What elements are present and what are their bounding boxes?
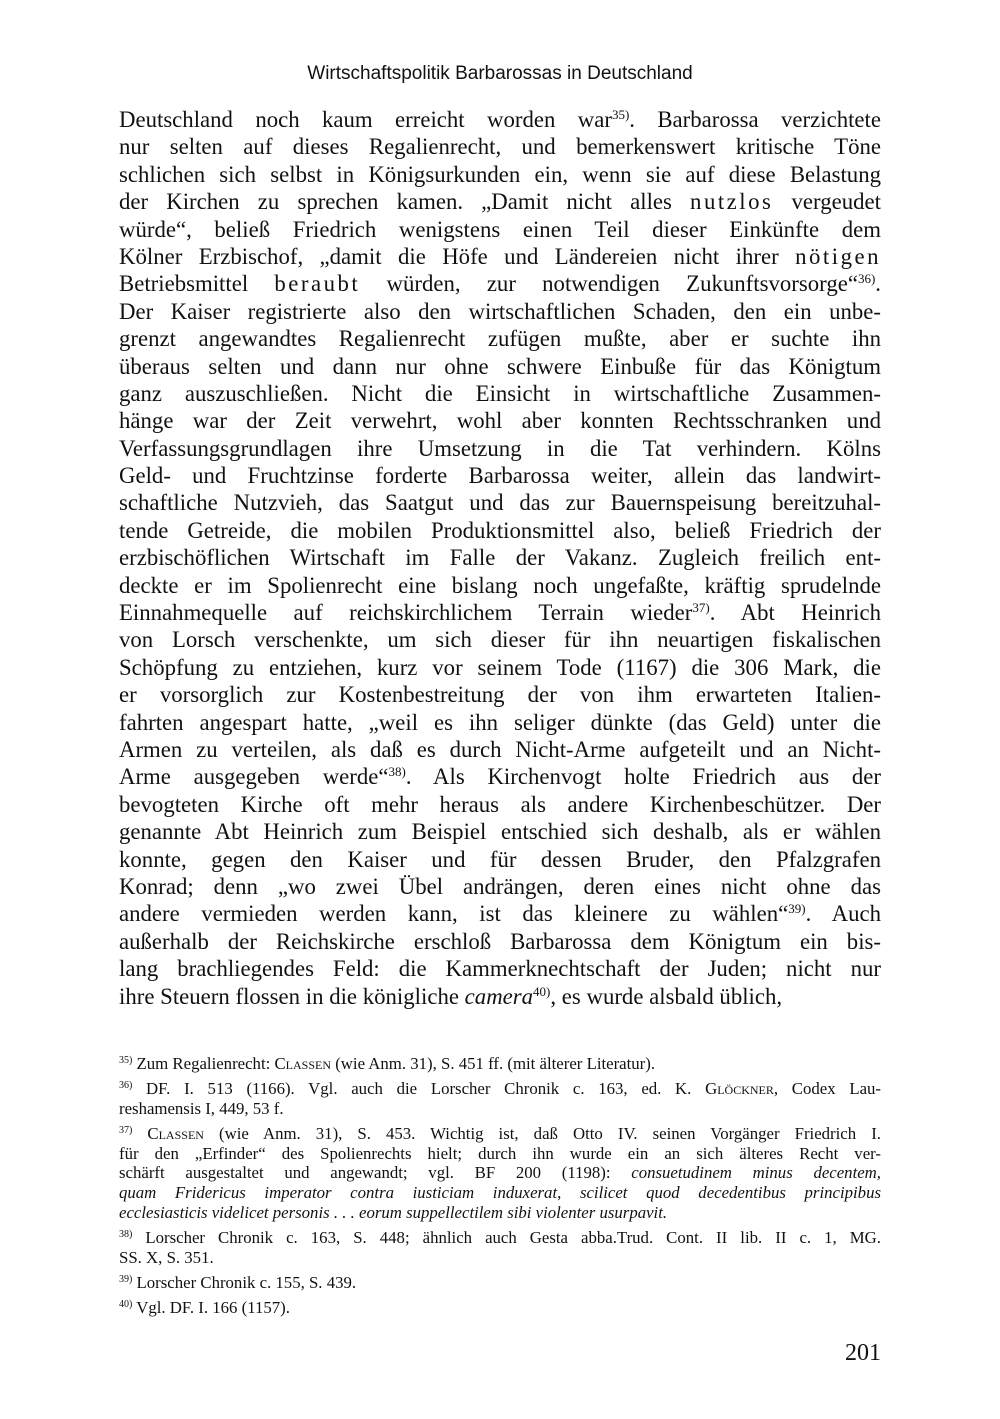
body-line: überaus selten und dann nur ohne schwere Einbuße für das Königtum [119, 353, 881, 379]
spaced-emphasis: nötigen [795, 243, 881, 269]
text-run: Deutschland noch kaum erreicht worden war [119, 107, 612, 132]
body-line: tende Getreide, die mobilen Produktionsmittel also, beließ Friedrich der [119, 517, 881, 543]
body-line [119, 270, 881, 297]
text-run: . [875, 271, 881, 297]
author-name: Classen [274, 1054, 332, 1073]
footnote-ref: 39) [788, 901, 806, 917]
text-run: (wie Anm. 31), S. 451 ff. (mit älterer Literatur). [331, 1054, 656, 1073]
text-run: . Als Kirchenvogt holte Friedrich aus der [405, 764, 881, 790]
italic-term: camera [464, 983, 534, 1009]
body-line: von Lorsch verschenkte, um sich dieser für ihn neuartigen fiskalischen [119, 627, 881, 653]
body-line: lang brachliegendes Feld: die Kammerknechtschaft der Juden; nicht nur [119, 956, 881, 982]
footnote-line [119, 1124, 881, 1144]
spaced-emphasis: nutzlos [690, 189, 774, 215]
text-run: . Auch [805, 901, 881, 927]
footnote-marker: 37) [119, 1124, 133, 1136]
body-line [119, 188, 881, 215]
footnote-line: reshamensis I, 449, 53 f. [119, 1098, 284, 1118]
body-line: er vorsorglich zur Kostenbestreitung der von ihm erwarteten Italien- [119, 682, 881, 708]
footnote-line: für den „Erfinder“ des Spolienrechts hielt; durch ihn wurde ein an sich älteres Recht ver- [119, 1143, 881, 1163]
footnote-ref: 36) [857, 271, 876, 287]
body-line: genannte Abt Heinrich zum Beispiel entschied sich deshalb, als er wählen [119, 819, 881, 845]
latin-quote: ecclesiasticis videlicet personis . . . eorum suppellectilem sibi violenter usurpavit. [119, 1203, 668, 1223]
footnote-marker: 39) [119, 1273, 133, 1285]
footnote-line [119, 1228, 881, 1248]
body-line: Armen zu verteilen, als daß es durch Nicht-Arme aufgeteilt und an Nicht- [119, 736, 881, 762]
text-run: DF. I. 513 (1166). Vgl. auch die Lorscher Chronik c. 163, ed. K. [132, 1078, 706, 1098]
text-run: Vgl. DF. I. 166 (1157). [132, 1297, 290, 1317]
text-run: Arme ausgegeben werde“ [119, 764, 389, 790]
footnote-line [119, 1163, 881, 1183]
body-line [119, 763, 881, 790]
text-run: , Codex Lau- [773, 1078, 881, 1098]
footnote-line [119, 1273, 881, 1293]
body-line: grenzt angewandtes Regalienrecht zufügen mußte, aber er suchte ihn [119, 326, 881, 352]
footnote-marker: 40) [119, 1298, 133, 1310]
footnote-ref: 40) [533, 983, 551, 999]
text-run: Einnahmequelle auf reichskirchlichem Terrain wieder [119, 600, 693, 626]
body-line: Schöpfung zu entziehen, kurz vor seinem Tode (1167) die 306 Mark, die [119, 654, 881, 680]
footnote-line [119, 1203, 881, 1223]
text-run: Betriebsmittel [119, 271, 275, 297]
body-line: würde“, beließ Friedrich wenigstens einen Teil dieser Einkünfte dem [119, 216, 881, 242]
footnote-line [119, 1079, 881, 1099]
latin-quote: consuetudinem minus decentem, [631, 1163, 881, 1183]
text-run: ihre Steuern flossen in die königliche [119, 983, 465, 1009]
text-run: Lorscher Chronik c. 155, S. 439. [132, 1272, 357, 1292]
body-line [119, 243, 881, 270]
text-run: . Barbarossa verzichtete [629, 107, 881, 132]
text-run: andere vermieden werden kann, ist das kleinere zu wählen“ [119, 901, 789, 927]
footnote-line [119, 1183, 881, 1203]
body-line: erzbischöflichen Wirtschaft im Falle der Vakanz. Zugleich freilich ent- [119, 545, 881, 571]
body-line: Verfassungsgrundlagen ihre Umsetzung in die Tat verhindern. Kölns [119, 435, 881, 461]
running-head: Wirtschaftspolitik Barbarossas in Deutschland [307, 63, 693, 84]
footnote-marker: 38) [119, 1229, 133, 1241]
body-line: ganz auszuschließen. Nicht die Einsicht in wirtschaftliche Zusammen- [119, 380, 881, 406]
author-name: Classen [147, 1123, 204, 1143]
text-run: . Abt Heinrich [709, 600, 881, 626]
text-run: Kölner Erzbischof, „damit die Höfe und Ländereien nicht ihrer [119, 243, 796, 269]
text-run: (wie Anm. 31), S. 453. Wichtig ist, daß Otto IV. seinen Vorgänger Friedrich I. [203, 1123, 881, 1143]
text-run: , es wurde alsbald üblich, [550, 983, 783, 1009]
spaced-emphasis: beraubt [274, 271, 361, 297]
body-line [119, 983, 881, 1010]
text-run: vergeudet [773, 189, 881, 215]
body-line [119, 106, 881, 133]
footnote-marker: 36) [119, 1079, 133, 1091]
footnote-line [119, 1054, 881, 1074]
body-line [119, 599, 881, 626]
body-line: hänge war der Zeit verwehrt, wohl aber konnten Rechtsschranken und [119, 408, 881, 434]
text-run: würden, zur notwendigen Zukunftsvorsorge“ [360, 271, 858, 297]
page-number: 201 [845, 1340, 881, 1366]
body-line: Der Kaiser registrierte also den wirtschaftlichen Schaden, den ein unbe- [119, 298, 881, 324]
footnote-ref: 38) [388, 764, 406, 780]
body-line: deckte er im Spolienrecht eine bislang noch ungefaßte, kräftig sprudelnde [119, 572, 881, 598]
body-line: Geld- und Fruchtzinse forderte Barbarossa weiter, allein das landwirt- [119, 463, 881, 489]
text-run [132, 1124, 147, 1143]
footnote-line [119, 1298, 881, 1318]
text-run: Lorscher Chronik c. 163, S. 448; ähnlich auch Gesta abba.Trud. Cont. II lib. II c. 1, MG. [132, 1228, 881, 1248]
body-line: bevogteten Kirche oft mehr heraus als andere Kirchenbeschützer. Der [119, 791, 881, 817]
footnote-ref: 37) [692, 600, 710, 616]
body-line: schlichen sich selbst in Königsurkunden ein, wenn sie auf diese Belastung [119, 161, 881, 187]
text-run: schärft ausgestaltet und angewandt; vgl. BF 200 (1198): [119, 1163, 632, 1183]
latin-quote: quam Fridericus imperator contra iusticiam induxerat, scilicet quod decedentibus principibus [119, 1183, 881, 1203]
footnote-ref: 35) [611, 107, 630, 122]
body-line: Konrad; denn „wo zwei Übel andrängen, deren eines nicht ohne das [119, 873, 881, 899]
body-line: konnte, gegen den Kaiser und für dessen Bruder, den Pfalzgrafen [119, 846, 881, 872]
body-line: schaftliche Nutzvieh, das Saatgut und das zur Bauernspeisung bereitzuhal- [119, 490, 881, 516]
footnote-line: SS. X, S. 351. [119, 1248, 214, 1268]
body-line: außerhalb der Reichskirche erschloß Barbarossa dem Königtum ein bis- [119, 928, 881, 954]
footnote-marker: 35) [119, 1055, 133, 1066]
author-name: Glöckner [705, 1078, 774, 1098]
text-run: Zum Regalienrecht: [132, 1054, 275, 1073]
body-text [119, 106, 881, 1010]
body-line: fahrten angespart hatte, „weil es ihn seliger dünkte (das Geld) unter die [119, 709, 881, 735]
footnotes [119, 1054, 881, 1318]
text-run: der Kirchen zu sprechen kamen. „Damit nicht alles [119, 189, 691, 215]
body-line: nur selten auf dieses Regalienrecht, und bemerkenswert kritische Töne [119, 134, 881, 160]
body-line [119, 900, 881, 927]
